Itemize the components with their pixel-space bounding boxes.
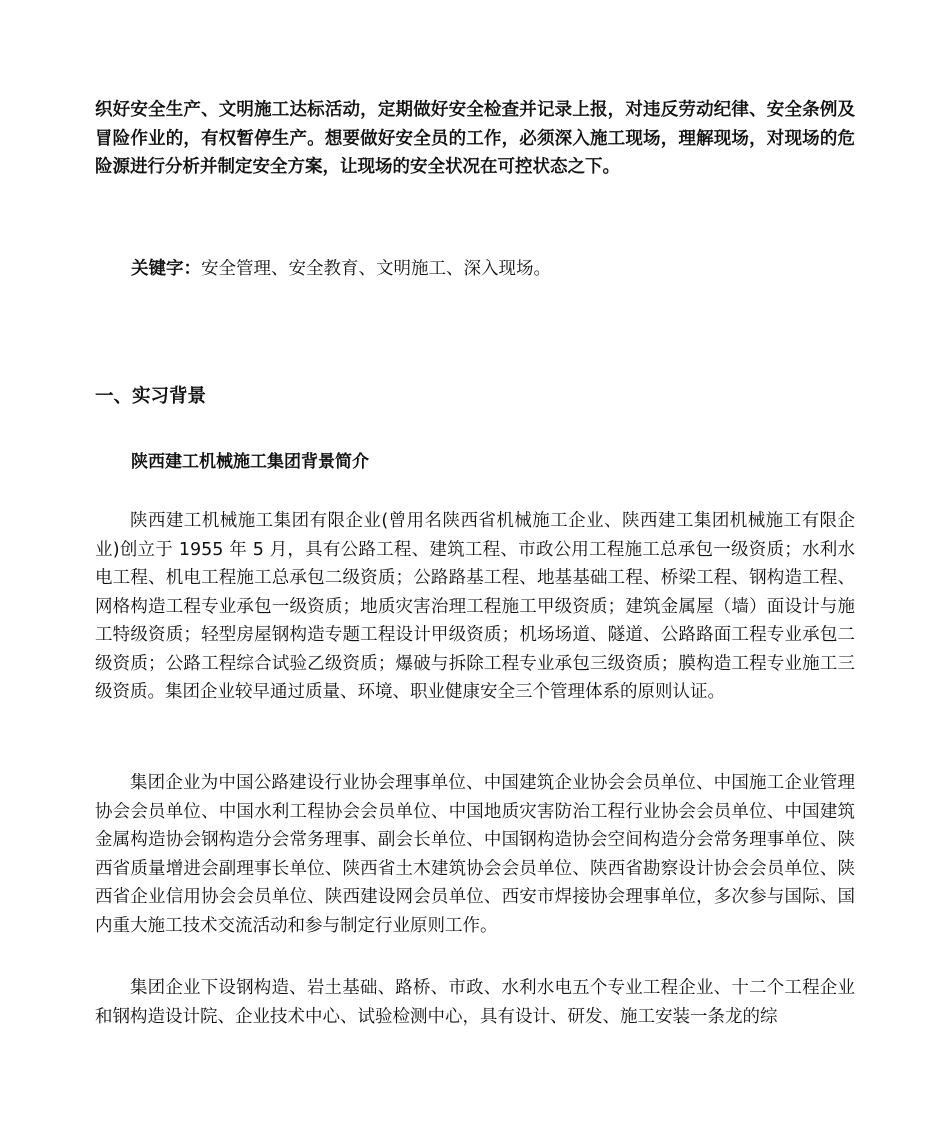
keywords-line xyxy=(131,255,855,284)
keywords-text: 安全管理、安全教育、文明施工、深入现场。 xyxy=(201,259,551,279)
subsection-heading: 陕西建工机械施工集团背景简介 xyxy=(131,452,369,472)
keywords-label: 关键字： xyxy=(131,259,201,279)
abstract-paragraph: 织好安全生产、文明施工达标活动，定期做好安全检查并记录上报，对违反劳动纪律、安全条例及冒险作业的，有权暂停生产。想要做好安全员的工作，必须深入施工现场，理解现场，对现场的危险源进行分析并制定安全方案，让现场的安全状况在可控状态之下。 xyxy=(95,100,855,177)
section-heading: 一、实习背景 xyxy=(95,386,207,407)
body-paragraph-3: 集团企业下设钢构造、岩土基础、路桥、市政、水利水电五个专业工程企业、十二个工程企业和钢构造设计院、企业技术中心、试验检测中心，具有设计、研发、施工安装一条龙的综 xyxy=(95,978,855,1027)
body-paragraph-1: 陕西建工机械施工集团有限企业(曾用名陕西省机械施工企业、陕西建工集团机械施工有限企业)创立于 1955 年 5 月，具有公路工程、建筑工程、市政公用工程施工总承包一级资质；水利水电工程、机电工程施工总承包二级资质；公路路基工程、地基基础工程、桥梁工程、钢构造工程、网格构造工程专业承包一级资质；地质灾害治理工程施工甲级资质；建筑金属屋（墙）面设计与施工特级资质；轻型房屋钢构造专题工程设计甲级资质；机场场道、隧道、公路路面工程专业承包二级资质；公路工程综合试验乙级资质；爆破与拆除工程专业承包三级资质；膜构造工程专业施工三级资质。集团企业较早通过质量、环境、职业健康安全三个管理体系的原则认证。 xyxy=(95,511,855,702)
body-paragraph-2: 集团企业为中国公路建设行业协会理事单位、中国建筑企业协会会员单位、中国施工企业管理协会会员单位、中国水利工程协会会员单位、中国地质灾害防治工程行业协会会员单位、中国建筑金属构造协会钢构造分会常务理事、副会长单位、中国钢构造协会空间构造分会常务理事单位、陕西省质量增进会副理事长单位、陕西省土木建筑协会会员单位、陕西省勘察设计协会会员单位、陕西省企业信用协会会员单位、陕西建设网会员单位、西安市焊接协会理事单位，多次参与国际、国内重大施工技术交流活动和参与制定行业原则工作。 xyxy=(95,773,855,936)
